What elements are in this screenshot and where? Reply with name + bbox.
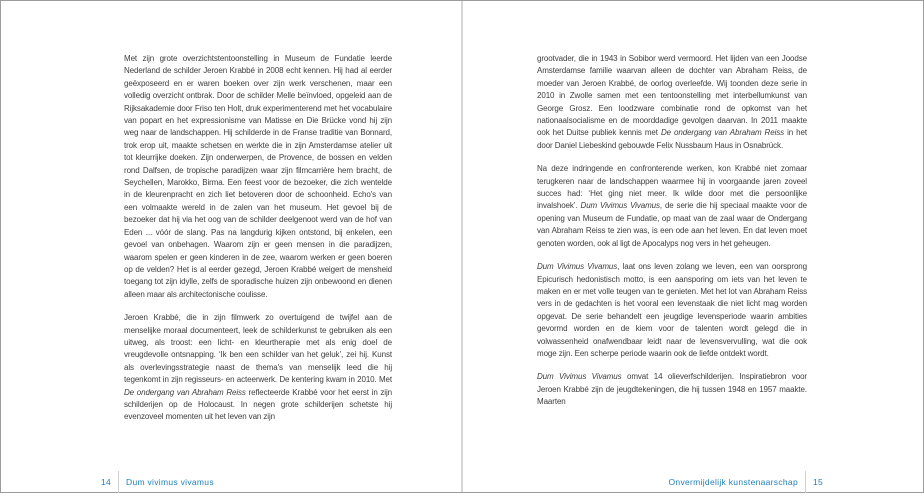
text-run: grootvader, die in 1943 in Sobibor werd vermoord. Het lijden van een Joodse Amsterdamse familie waarvan alleen de dochter van Abraham Reiss, de moeder van Jeroen Krabbé, de oorlog overleefde. Wij toonden deze serie in 2010 in Zwolle samen met een tentoonstelling met interbellumkunst van George Grosz. Een loodzware combinatie rond de opkomst van het nationaalsocialisme en de moorddadige gevolgen daarvan. In 2011 maakte ook het Duitse publiek kennis met bbox=[537, 54, 807, 138]
text-run: omvat 14 olieverfschilderijen. Inspiratiebron voor Jeroen Krabbé zijn de jeugdtekeningen, die hij tussen 1948 en 1957 maakte. Maarten bbox=[537, 372, 807, 407]
paragraph bbox=[124, 53, 392, 301]
italic-text-run: Dum Vivimus Vivamus bbox=[537, 372, 622, 382]
italic-text-run: Dum Vivimus Vivamus bbox=[537, 262, 618, 272]
italic-text-run: Dum Vivimus Vivamus bbox=[580, 201, 660, 211]
page-gutter-divider bbox=[461, 1, 463, 492]
paragraph bbox=[537, 261, 807, 360]
page-number-left: 14 bbox=[100, 477, 111, 487]
italic-text-run: De ondergang van Abraham Reiss bbox=[660, 128, 785, 138]
text-run: Jeroen Krabbé, die in zijn filmwerk zo overtuigend de twijfel aan de menselijke moraal documenteert, leek de schilderkunst te gebruiken als een uitweg, als troost: een licht- en kleurtherapie met als enig doel de vreugdevolle ontsnapping. ‘Ik ben een schilder van het geluk’, zei hij. Kunst als overlevingsstrategie naast de thema's van menselijk leed die hij tegenkomt in zijn regisseurs- en acteerwerk. De kentering kwam in 2010. Met bbox=[124, 313, 392, 385]
section-title-right: Onvermijdelijk kunstenaarschap bbox=[668, 477, 798, 487]
section-title-left: Dum vivimus vivamus bbox=[126, 477, 214, 487]
page-right-text-column bbox=[537, 53, 807, 420]
paragraph bbox=[537, 163, 807, 250]
text-run: Na deze indringende en confronterende werken, kon Krabbé niet zomaar terugkeren naar de landschappen waarmee hij in voorgaande jaren zoveel succes had: ‘Het ging niet meer. Ik wilde door met die persoonlijke invalshoek’. bbox=[537, 164, 807, 211]
paragraph bbox=[124, 312, 392, 424]
page-left-footer bbox=[89, 471, 214, 493]
footer-divider-left bbox=[118, 471, 119, 493]
text-run: , de serie die hij speciaal maakte voor de opening van Museum de Fundatie, op maat van de zaal waar de Ondergang van Abraham Reiss te zien was, is een ode aan het leven. En dat leven moet genoten worden, ook al ligt de Apocalyps nog vers in het geheugen. bbox=[537, 201, 807, 248]
page-right-footer bbox=[669, 471, 835, 493]
text-run: Met zijn grote overzichtstentoonstelling in Museum de Fundatie leerde Nederland de schilder Jeroen Krabbé in 2008 echt kennen. Hij had al eerder geëxposeerd en er waren boeken over zijn werk verschenen, maar een volledig overzicht ontbrak. Door de schilder Melle beïnvloed, opgeleid aan de Rijksakademie door Friso ten Holt, druk experimenterend met het vocabulaire van popart en het expressionisme van Matisse en Die Brücke vond hij zijn weg naar de landschappen. Hij schilderde in de Franse traditie van Bonnard, trok erop uit, maakte schetsen en werkte die in zijn Amsterdamse atelier uit tot kleurrijke doeken. Zijn onderwerpen, de Provence, de bossen en velden rond Dalfsen, de tropische paradijzen waar zijn filmcarrière hem bracht, de Seychellen, Marokko, Birma. Een feest voor de bezoeker, die zich wentelde in de kleurenpracht en zich liet betoveren door de schoonheid. Echo's van een volmaakte wereld in de zalen van het museum. Het gevoel bij de bezoeker dat hij via het oog van de schilder deelgenoot werd van de hof van Eden ... vóór de slang. Pas na langdurig kijken ontstond, bij enkelen, een gevoel van onbehagen. Waarom zijn er geen mensen in die paradijzen, waarom spelen er geen kinderen in de zee, waarom werken er geen boeren op de velden? Het is al eerder gezegd, Jeroen Krabbé weigert de mensheid toegang tot zijn idylle, zelfs de sporadische huizen zijn onbewoond en dienen alleen maar als architectonische coulisse. bbox=[124, 54, 392, 299]
text-run: reflecteerde Krabbé voor het eerst in zijn schilderijen op de Holocaust. In negen grote schilderijen schetste hij evenzoveel momenten uit het leven van zijn bbox=[124, 387, 392, 422]
paragraph bbox=[537, 53, 807, 152]
text-run: in het door Daniel Liebeskind gebouwde Felix Nussbaum Haus in Osnabrück. bbox=[537, 128, 807, 150]
text-run: , laat ons leven zolang we leven, een van oorsprong Epicurisch hedonistisch motto, is een aansporing om iets van het leven te maken en er met volle teugen van te genieten. Met het lot van Abraham Reiss vers in de gedachten is het vooral een levenstaak die niet licht mag worden opgevat. De serie behandelt een jeugdige levensperiode waarin ambities gevormd worden en de kiem voor de talenten wordt gelegd die in volwassenheid onafwendbaar leidt naar de levensvervulling, wat die ook moge zijn. Een scherpe periode waarin ook de liefde ontdekt wordt. bbox=[537, 262, 808, 358]
page-number-right: 15 bbox=[813, 477, 824, 487]
paragraph bbox=[537, 371, 807, 408]
italic-text-run: De ondergang van Abraham Reiss bbox=[124, 387, 246, 397]
footer-divider-right bbox=[805, 471, 806, 493]
page-left-text-column bbox=[124, 53, 392, 435]
